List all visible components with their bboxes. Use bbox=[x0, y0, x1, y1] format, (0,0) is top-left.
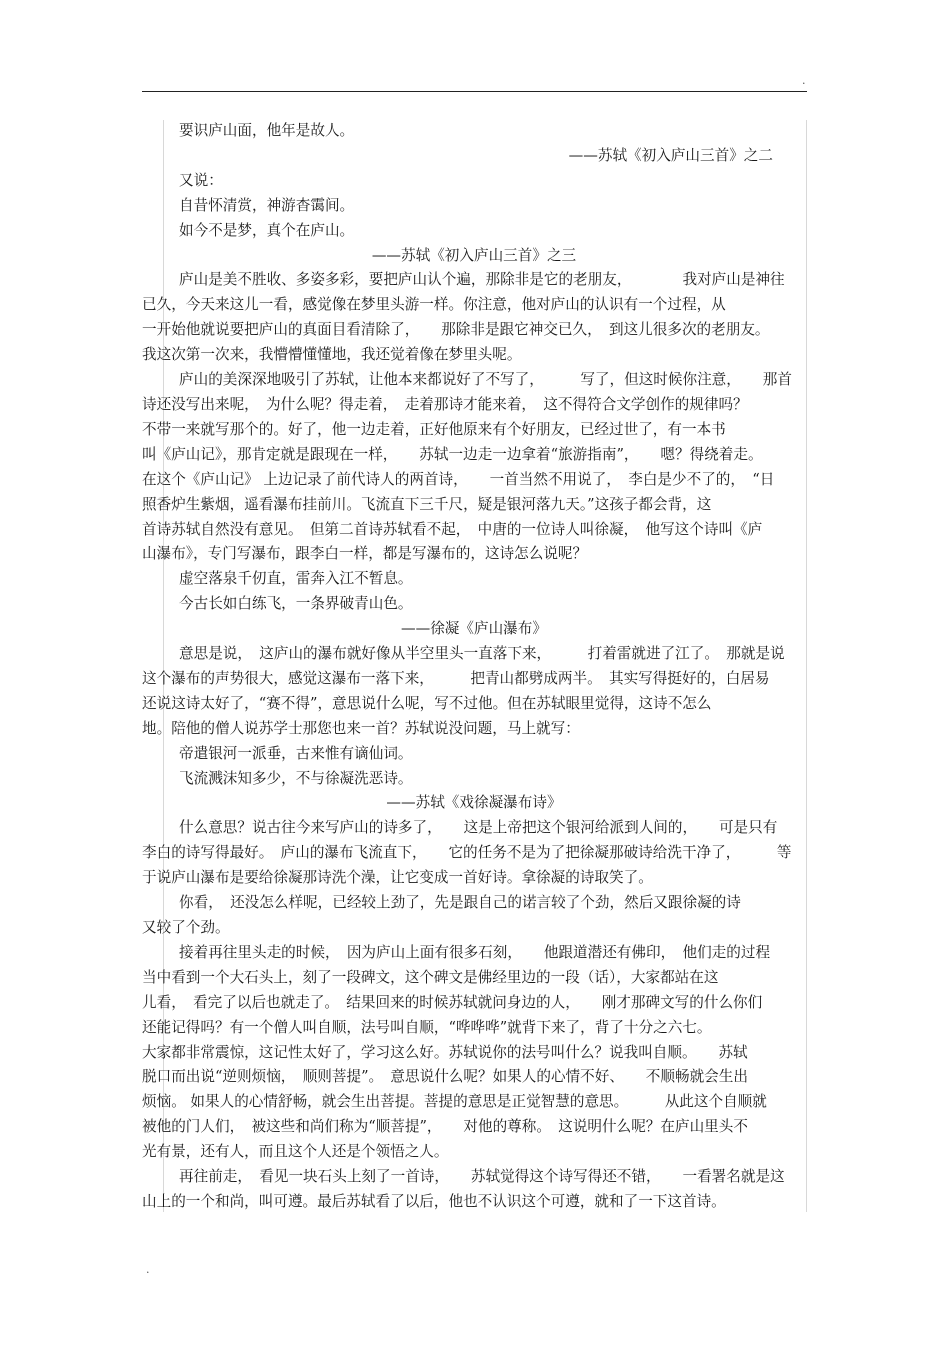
attribution-line: ——苏轼《初入庐山三首》之三 bbox=[371, 246, 577, 264]
text-line: 又说： bbox=[179, 171, 223, 189]
text-line: 自昔怀清赏，神游杳霭间。 bbox=[179, 196, 355, 214]
text-line: 叫《庐山记》，那肯定就是跟现在一样， 苏轼一边走一边拿着“旅游指南”， 嗯？得绕着走。 bbox=[142, 445, 763, 463]
right-margin-line bbox=[806, 120, 807, 1212]
text-line: 于说庐山瀑布是要给徐凝那诗洗个澡，让它变成一首好诗。拿徐凝的诗取笑了。 bbox=[142, 869, 653, 887]
text-line: 不带一来就写那个的。好了，他一边走着，正好他原来有个好朋友，已经过世了，有一本书 bbox=[142, 420, 726, 438]
text-line: 儿看， 看完了以后也就走了。 结果回来的时候苏轼就问身边的人， 刚才那碑文写的什么你们 bbox=[142, 993, 763, 1011]
text-line: 飞流溅沫知多少，不与徐凝洗恶诗。 bbox=[179, 769, 413, 787]
text-line: 还说这诗太好了，“赛不得”，意思说什么呢，写不过他。但在苏轼眼里觉得，这诗不怎么 bbox=[142, 694, 712, 712]
attribution-line: ——徐凝《庐山瀑布》 bbox=[401, 620, 547, 638]
text-line: 一开始他就说要把庐山的真面目看清除了， 那除非是跟它神交已久， 到这儿很多次的老朋友。 bbox=[142, 321, 770, 339]
text-line: 地。陪他的僧人说苏学士那您也来一首？苏轼说没问题，马上就写： bbox=[142, 719, 580, 737]
text-line: 烦恼。 如果人的心情舒畅，就会生出菩提。菩提的意思是正觉智慧的意思。 从此这个自顺就 bbox=[142, 1093, 767, 1111]
header-mark: . bbox=[802, 74, 806, 87]
text-line: 又较了个劲。 bbox=[142, 919, 230, 936]
text-line: 大家都非常震惊，这记性太好了，学习这么好。苏轼说你的法号叫什么？说我叫自顺。 苏轼 bbox=[142, 1043, 748, 1061]
text-line: 接着再往里头走的时候， 因为庐山上面有很多石刻， 他跟道潜还有佛印， 他们走的过程 bbox=[179, 943, 771, 961]
text-line: 山瀑布》，专门写瀑布，跟李白一样，都是写瀑布的，这诗怎么说呢？ bbox=[142, 545, 588, 563]
text-line: 还能记得吗？有一个僧人叫自顺，法号叫自顺，“哗哗哗”就背下来了，背了十分之六七。 bbox=[142, 1018, 712, 1036]
text-line: 照香炉生紫烟，遥看瀑布挂前川。飞流直下三千尺，疑是银河落九天。”这孩子都会背，这 bbox=[142, 495, 712, 513]
text-line: 已久，今天来这儿一看，感觉像在梦里头游一样。你注意，他对庐山的认识有一个过程，从 bbox=[142, 296, 726, 314]
text-line: 首诗苏轼自然没有意见。 但第二首诗苏轼看不起， 中唐的一位诗人叫徐凝， 他写这个诗叫《庐 bbox=[142, 520, 763, 538]
text-line: 我这次第一次来，我懵懵懂懂地，我还觉着像在梦里头呢。 bbox=[142, 346, 522, 364]
text-line: 在这个《庐山记》 上边记录了前代诗人的两首诗， 一首当然不用说了， 李白是少不了的， “日 bbox=[142, 470, 775, 488]
text-line: 光有景，还有人，而且这个人还是个领悟之人。 bbox=[142, 1143, 449, 1161]
text-line: 被他的门人们， 被这些和尚们称为“顺菩提”， 对他的尊称。 这说明什么呢？在庐山里头不 bbox=[142, 1118, 748, 1136]
text-line: 要识庐山面，他年是故人。 bbox=[179, 122, 355, 139]
text-line: 意思是说， 这庐山的瀑布就好像从半空里头一直落下来， 打着雷就进了江了。 那就是说 bbox=[179, 645, 785, 663]
attribution-line: ——苏轼《戏徐凝瀑布诗》 bbox=[386, 794, 562, 812]
text-line: 脱口而出说“逆则烦恼， 顺则菩提”。 意思说什么呢？如果人的心情不好、 不顺畅就会生出 bbox=[142, 1068, 748, 1086]
text-line: 当中看到一个大石头上，刻了一段碑文，这个碑文是佛经里边的一段（话），大家都站在这 bbox=[142, 968, 719, 986]
text-line: 今古长如白练飞，一条界破青山色。 bbox=[179, 595, 413, 613]
text-line: 这个瀑布的声势很大，感觉这瀑布一落下来， 把青山都劈成两半。 其实写得挺好的，白居易 bbox=[142, 669, 770, 687]
header-rule bbox=[142, 91, 807, 92]
text-line: 李白的诗写得最好。 庐山的瀑布飞流直下， 它的任务不是为了把徐凝那破诗给洗干净了， 等 bbox=[142, 844, 792, 862]
text-line: 什么意思？说古往今来写庐山的诗多了， 这是上帝把这个银河给派到人间的， 可是只有 bbox=[179, 819, 778, 837]
footer-mark: . bbox=[146, 1263, 150, 1276]
document-body bbox=[142, 119, 806, 1215]
text-line: 你看， 还没怎么样呢，已经较上劲了，先是跟自己的诺言较了个劲，然后又跟徐凝的诗 bbox=[179, 894, 741, 912]
text-line: 庐山的美深深地吸引了苏轼，让他本来都说好了不写了， 写了，但这时候你注意， 那首 bbox=[179, 371, 792, 389]
text-line: 山上的一个和尚，叫可遵。最后苏轼看了以后，他也不认识这个可遵，就和了一下这首诗。 bbox=[142, 1192, 726, 1210]
text-line: 庐山是美不胜收、多姿多彩，要把庐山认个遍，那除非是它的老朋友， 我对庐山是神往 bbox=[179, 271, 785, 289]
text-line: 诗还没写出来呢， 为什么呢？得走着， 走着那诗才能来着， 这不得符合文学创作的规律吗？ bbox=[142, 395, 748, 413]
text-line: 帝遣银河一派垂，古来惟有谪仙词。 bbox=[179, 744, 413, 762]
attribution-line: ——苏轼《初入庐山三首》之二 bbox=[568, 146, 773, 164]
text-line: 再往前走， 看见一块石头上刻了一首诗， 苏轼觉得这个诗写得还不错， 一看署名就是这 bbox=[179, 1168, 785, 1186]
text-line: 如今不是梦，真个在庐山。 bbox=[179, 221, 355, 239]
text-line: 虚空落泉千仞直，雷奔入江不暂息。 bbox=[179, 570, 413, 588]
